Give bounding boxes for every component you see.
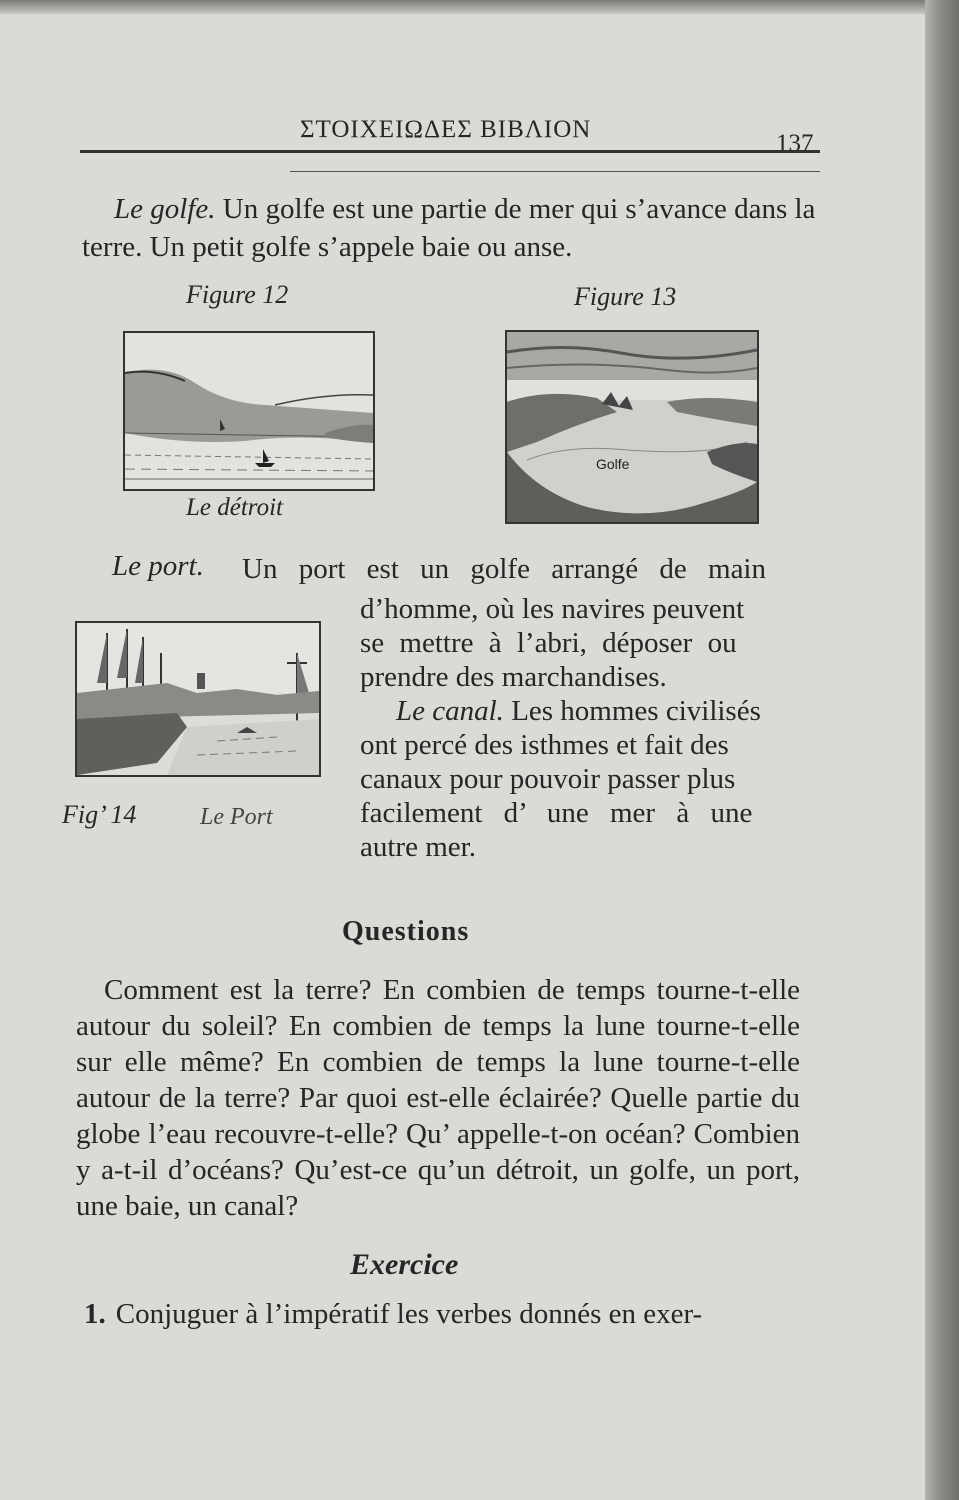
exercice-heading: Exercice [350,1248,459,1281]
port-line: se mettre à l’abri, déposer ou [360,627,737,659]
port-first-line: Un port est un golfe arrangé de main [242,553,766,585]
golfe-term: Le golfe. [114,193,216,225]
page-side-edge [925,0,959,1500]
figure-14-port-illustration [75,621,321,777]
canal-line: facilement d’ une mer à une [360,797,753,829]
questions-heading: Questions [342,916,470,947]
port-line: prendre des marchandises. [360,661,667,693]
figure-12-caption: Figure 12 [186,280,289,309]
figure-12-strait-illustration [123,331,375,491]
figure-12-subcaption: Le détroit [186,494,283,521]
figure-13-caption: Figure 13 [574,282,677,311]
port-term: Le port. [112,550,204,582]
running-header-title: ΣΤΟΙΧΕΙΩΔΕΣ ΒΙΒΛΙΟΝ [300,116,592,143]
figure-13-gulf-illustration [505,330,759,524]
golfe-paragraph [82,190,822,266]
questions-paragraph: Comment est la terre? En combien de temps tourne-t-elle autour du soleil? En combien de temps la lune tourne-t-elle sur elle même? En combien de temps la lune tourne-t-elle autour de la terre? Par quoi est-elle éclairée? Quelle partie du globe l’eau recouvre-t-elle? Qu’ appelle-t-on océan? Combien y a-t-il d’océans? Qu’est-ce qu’un détroit, un golfe, un port, une baie, un canal? [76,974,800,1222]
header-rule-thin [290,171,820,172]
figure-14-subcaption: Le Port [200,804,273,830]
port-line: d’homme, où les navires peuvent [360,593,745,625]
canal-term: Le canal. [396,695,504,727]
canal-line: ont percé des isthmes et fait des [360,729,729,761]
figure-14-label: Fig’ 14 [62,800,137,829]
page-number: 137 [776,130,814,157]
golfe-text: Un golfe est une partie de mer qui s’avance dans la terre. Un petit golfe s’appele baie ou anse. [82,193,816,263]
exercice-item-text: Conjuguer à l’impératif les verbes donnés en exer- [115,1298,703,1330]
canal-text: Les hommes civilisés [503,695,761,727]
figure-13-golfe-label: Golfe [596,456,630,472]
header-rule [80,150,820,153]
page-top-edge [0,0,959,14]
canal-line: autre mer. [360,831,476,863]
port-canal-column [360,592,810,864]
canal-first-line [360,694,810,728]
canal-line: canaux pour pouvoir passer plus [360,763,736,795]
exercice-item [84,1298,702,1331]
exercice-number: 1. [84,1298,106,1330]
